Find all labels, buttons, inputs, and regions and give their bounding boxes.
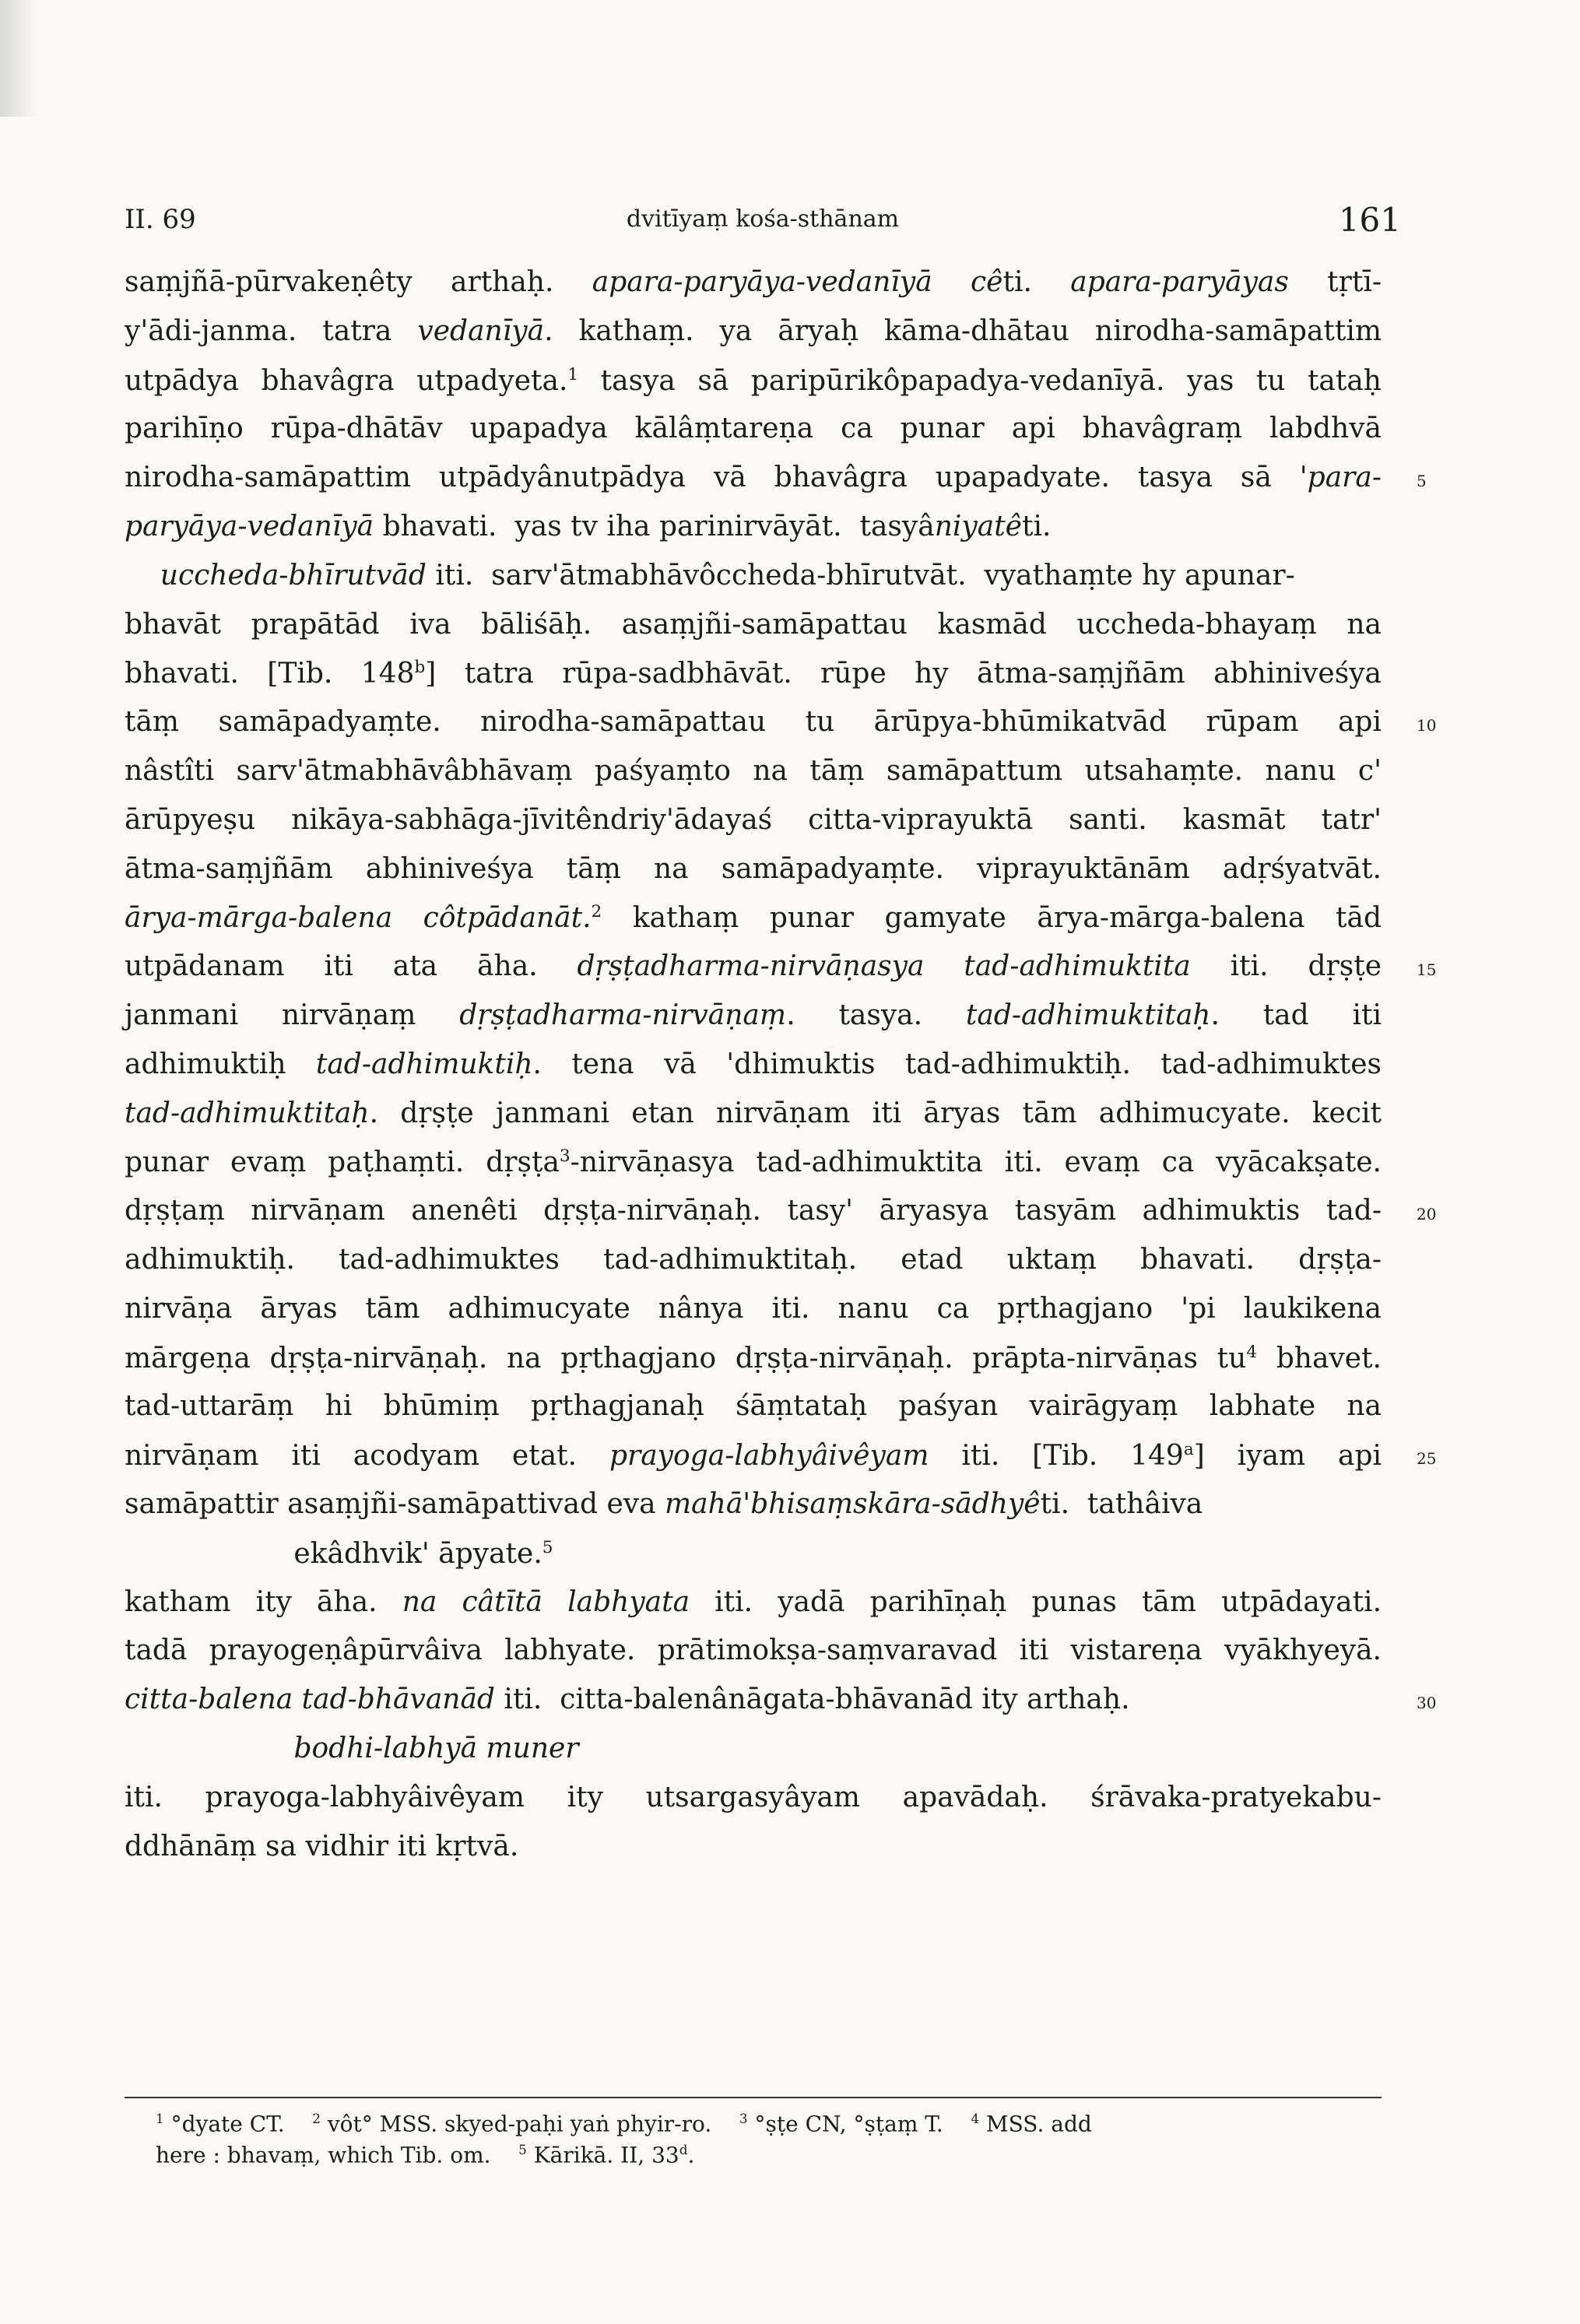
text-line (125, 757, 1382, 785)
text-line (125, 1830, 1382, 1862)
text-line (125, 412, 1382, 445)
text-run: tasya sā paripūrikôpapadya-vedanīyā. yas tu tataḥ (578, 364, 1382, 397)
text-line (125, 950, 1382, 983)
text-run: y'ādi-janma. tatra (125, 314, 418, 347)
text-run: nirodha-samāpattim utpādyânutpādya vā bhavâgra upapadyate. tasya sā (125, 462, 1300, 494)
scan-edge-smudge (0, 0, 39, 117)
text-run: tṛtī- (1288, 266, 1382, 298)
text-run: ] tatra rūpa-sadbhāvāt. rūpe hy ātma-saṃjñām abhiniveśya (425, 658, 1382, 690)
footnote-marker: 2 (312, 2111, 321, 2126)
text-line (125, 1732, 1382, 1764)
text-run: . (687, 2142, 695, 2168)
line-number: 30 (1417, 1694, 1437, 1713)
text-run: janmani nirvāṇaṃ (125, 999, 460, 1031)
text-run: -nirvāṇasya tad-adhimuktita iti. evaṃ ca vyācakṣate. (570, 1146, 1382, 1179)
text-run: . dṛṣṭe janmani etan nirvāṇam iti āryas tām adhimucyate. kecit (369, 1097, 1382, 1129)
italic-text: bodhi-labhyā muner (293, 1732, 579, 1764)
line-number: 20 (1417, 1205, 1437, 1224)
text-run: tāṃ samāpadyaṃte. nirodha-samāpattau tu ārūpya-bhūmikatvād rūpam api (125, 706, 1382, 739)
text-run: . kathaṃ. ya āryaḥ kāma-dhātau nirodha-samāpattim (544, 314, 1382, 347)
text-line (125, 1539, 1382, 1568)
footnote-marker: 1 (156, 2111, 164, 2126)
italic-text: apara-paryāyas (1070, 266, 1289, 298)
italic-text: paryāya-vedanīyā (125, 511, 374, 542)
text-line (125, 1585, 1382, 1618)
italic-text: niyatê (934, 511, 1022, 542)
footnote-marker: a (1183, 1440, 1194, 1460)
italic-text: ārya-mārga-balena côtpādanāt. (125, 902, 592, 935)
footnote-line (156, 2111, 1092, 2136)
text-line (125, 266, 1382, 298)
text-run: °ṣṭe CN, °ṣṭaṃ T. (747, 2111, 971, 2137)
text-run: iti. sarv'ātmabhāvôccheda-bhīrutvāt. vyathaṃte hy apunar- (426, 559, 1295, 592)
text-run: ārūpyeṣu nikāya-sabhāga-jīvitêndriy'ādayaś citta-viprayuktā santi. kasmāt tatr' (125, 803, 1382, 836)
italic-text: na câtītā labhyata (402, 1585, 690, 1618)
italic-text: dṛṣṭadharma-nirvāṇasya tad-adhimuktita (577, 950, 1191, 983)
text-run: punar evaṃ paṭhaṃti. dṛṣṭa (125, 1146, 560, 1179)
footnote-marker: b (414, 658, 426, 678)
text-run: parihīṇo rūpa-dhātāv upapadya kālâṃtareṇa ca punar api bhavâgraṃ labdhvā (125, 412, 1382, 445)
text-line (125, 1048, 1382, 1080)
footnote-marker: 2 (591, 902, 602, 922)
text-run (125, 1732, 293, 1764)
text-run: adhimuktiḥ (125, 1048, 316, 1080)
text-line (125, 1197, 1382, 1225)
italic-text: prayoga-labhyâivêyam (609, 1440, 929, 1473)
italic-text: vedanīyā (417, 314, 545, 347)
text-run: °dyate CT. (163, 2111, 313, 2137)
text-line (125, 1683, 1382, 1716)
text-line (125, 902, 1382, 935)
text-line (125, 803, 1382, 836)
text-line (125, 559, 1382, 592)
italic-text: apara-paryāya-vedanīyā cê (592, 266, 1003, 298)
text-line (125, 852, 1382, 885)
text-run: tad-uttarāṃ hi bhūmiṃ pṛthagjanaḥ śāṃtataḥ paśyan vairāgyaṃ labhate na (125, 1390, 1382, 1423)
italic-text: 'para- (1299, 462, 1382, 494)
text-run: mārgeṇa dṛṣṭa-nirvāṇaḥ. na pṛthagjano dṛṣṭa-nirvāṇaḥ. prāpta-nirvāṇas tu (125, 1342, 1247, 1374)
text-run: ekâdhvik' āpyate. (125, 1537, 542, 1570)
text-run: samāpattir asaṃjñi-samāpattivad eva (125, 1488, 665, 1520)
line-number: 10 (1417, 716, 1437, 735)
text-run: . tasya. (786, 999, 966, 1031)
line-number: 15 (1417, 960, 1437, 980)
text-run: ti. (1002, 266, 1071, 298)
text-run: ] iyam api (1193, 1440, 1382, 1473)
text-run: iti. [Tib. 149 (929, 1440, 1184, 1473)
text-run: iti. yadā parihīṇaḥ punas tām utpādayati. (690, 1585, 1382, 1618)
text-run: iti. citta-balenânāgata-bhāvanād ity arthaḥ. (494, 1683, 1130, 1716)
running-title: dvitīyaṃ kośa-sthānam (626, 205, 900, 233)
text-run (125, 560, 160, 592)
text-run: kathaṃ punar gamyate ārya-mārga-balena tād (602, 902, 1382, 935)
footnote-marker: d (679, 2142, 688, 2157)
text-line (125, 1148, 1382, 1177)
text-run: adhimuktiḥ. tad-adhimuktes tad-adhimuktitaḥ. etad uktaṃ bhavati. dṛṣṭa- (125, 1244, 1382, 1276)
text-run: vôt° MSS. skyed-paḥi yaṅ phyir-ro. (320, 2111, 739, 2137)
text-line (125, 314, 1382, 347)
text-line (125, 999, 1382, 1031)
footnote-marker: 3 (739, 2111, 748, 2126)
text-run: . tad iti (1210, 999, 1382, 1031)
text-run: . tena vā 'dhimuktis tad-adhimuktiḥ. tad-adhimuktes (532, 1048, 1382, 1080)
text-run: dṛṣṭaṃ nirvāṇam anenêti dṛṣṭa-nirvāṇaḥ. tasy' āryasya tasyām adhimuktis tad- (125, 1195, 1382, 1227)
text-line (125, 1490, 1382, 1518)
footnote-marker: 3 (559, 1146, 571, 1167)
text-line (125, 364, 1382, 397)
text-run: utpādanam iti ata āha. (125, 950, 578, 983)
footnote-marker: 4 (971, 2111, 980, 2126)
text-run: iti. dṛṣṭe (1190, 950, 1382, 983)
text-line (125, 659, 1382, 688)
line-number: 25 (1417, 1449, 1437, 1469)
text-line (125, 1634, 1382, 1667)
text-run: ddhānāṃ sa vidhir iti kṛtvā. (125, 1830, 519, 1862)
text-run: MSS. add (979, 2111, 1092, 2137)
text-run: ti. (1021, 511, 1052, 542)
line-number: 5 (1417, 472, 1427, 491)
footnote-line (156, 2142, 694, 2168)
text-run: Kārikā. II, 33 (526, 2142, 679, 2168)
footnote-rule (125, 2097, 1382, 2098)
footnote-marker: 5 (518, 2142, 527, 2157)
text-line (125, 464, 1382, 492)
text-line (125, 1440, 1382, 1473)
italic-text: citta-balena tad-bhāvanād (125, 1683, 495, 1716)
italic-text: tad-adhimuktiḥ (315, 1048, 533, 1080)
text-run: nirvāṇa āryas tām adhimucyate nânya iti. nanu ca pṛthagjano 'pi laukikena (125, 1292, 1382, 1325)
italic-text: mahā'bhisaṃskāra-sādhyê (665, 1488, 1041, 1520)
text-run: saṃjñā-pūrvakeṇêty arthaḥ. (125, 266, 592, 298)
text-run: bhavet. (1257, 1342, 1382, 1374)
footnote-marker: 4 (1246, 1342, 1258, 1362)
text-line (125, 1390, 1382, 1423)
page-number: 161 (1338, 201, 1401, 239)
text-run: nâstîti sarv'ātmabhāvâbhāvaṃ paśyaṃto na tāṃ samāpattum utsahaṃte. nanu c' (125, 755, 1382, 787)
text-run: bhavati. [Tib. 148 (125, 658, 415, 690)
text-run: bhavati. yas tv iha parinirvāyāt. tasyâ (374, 511, 935, 542)
section-reference: II. 69 (125, 204, 196, 235)
footnote-marker: 1 (567, 364, 579, 384)
text-line (125, 513, 1382, 541)
italic-text: uccheda-bhīrutvād (160, 559, 427, 592)
text-run: bhavāt prapātād iva bāliśāḥ. asaṃjñi-samāpattau kasmād uccheda-bhayaṃ na (125, 608, 1382, 641)
text-run: utpādya bhavâgra utpadyeta. (125, 364, 568, 397)
text-line (125, 1292, 1382, 1325)
text-run: nirvāṇam iti acodyam etat. (125, 1440, 609, 1473)
italic-text: dṛṣṭadharma-nirvāṇaṃ (459, 999, 787, 1031)
text-run: ti. tathâiva (1040, 1488, 1203, 1520)
text-run: tadā prayogeṇâpūrvâiva labhyate. prātimokṣa-saṃvaravad iti vistareṇa vyākhyeyā. (125, 1634, 1382, 1667)
text-line (125, 1097, 1382, 1129)
running-header (125, 201, 1401, 251)
text-line (125, 1246, 1382, 1274)
text-run: here : bhavaṃ, which Tib. om. (156, 2142, 519, 2168)
text-run: ātma-saṃjñām abhiniveśya tāṃ na samāpadyaṃte. viprayuktānām adṛśyatvāt. (125, 852, 1382, 885)
italic-text: tad-adhimuktitaḥ (965, 999, 1211, 1031)
italic-text: tad-adhimuktitaḥ (125, 1097, 370, 1129)
text-run: katham ity āha. (125, 1585, 402, 1618)
text-line (125, 608, 1382, 641)
text-run: iti. prayoga-labhyâivêyam ity utsargasyâyam apavādaḥ. śrāvaka-pratyekabu- (125, 1781, 1382, 1813)
text-line (125, 706, 1382, 739)
footnote-marker: 5 (542, 1537, 553, 1557)
text-line (125, 1781, 1382, 1813)
text-line (125, 1344, 1382, 1373)
